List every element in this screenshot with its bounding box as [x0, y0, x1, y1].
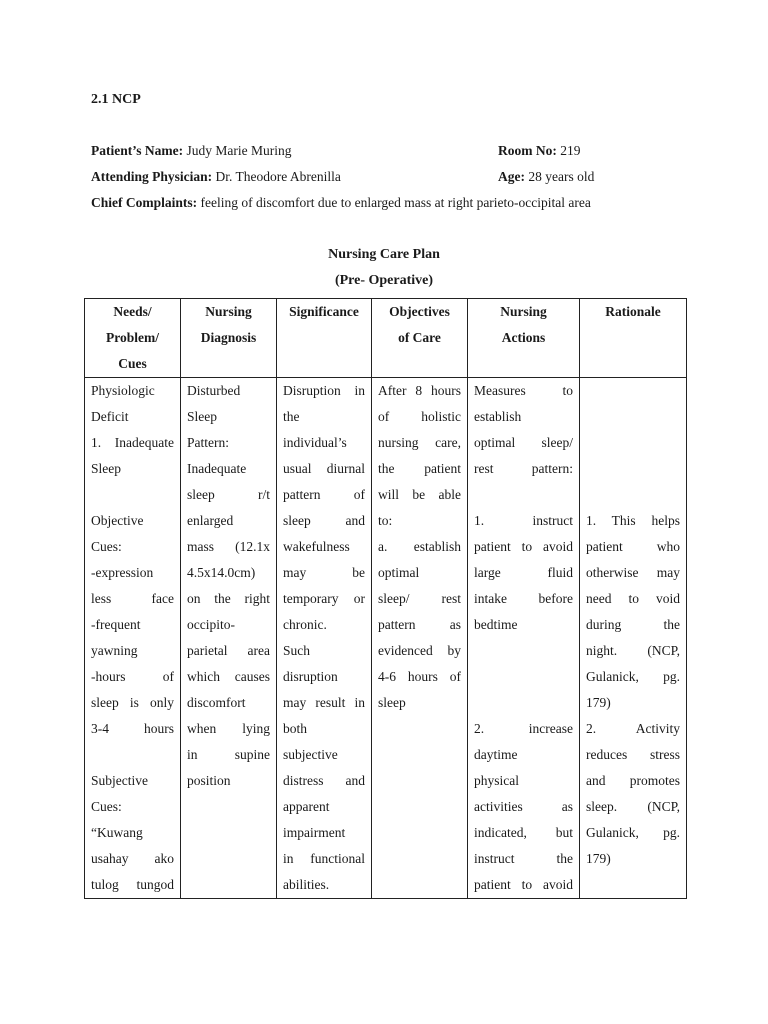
- cell-line: 2. Activity: [586, 721, 680, 736]
- cell-line: [586, 456, 680, 482]
- cell-line: -expression: [91, 565, 154, 580]
- cell-line: Disruption in: [283, 383, 365, 398]
- cell-line: both: [283, 721, 308, 736]
- table-row: [85, 378, 687, 899]
- cell-line: need to void: [586, 591, 680, 606]
- cell-diagnosis: [181, 378, 277, 899]
- cell-line: impairment: [283, 825, 346, 840]
- cell-line: Significance: [289, 304, 359, 319]
- cell-line: Objectives: [389, 304, 450, 319]
- cell-line: Actions: [501, 330, 546, 345]
- cell-line: which causes: [187, 669, 270, 684]
- cell-line: instruct the: [474, 851, 573, 866]
- cell-line: Subjective: [91, 773, 148, 788]
- cell-line: physical: [474, 773, 519, 788]
- cell-line: rest pattern:: [474, 461, 573, 476]
- cell-line: evidenced by: [378, 643, 461, 658]
- cell-line: temporary or: [283, 591, 365, 606]
- cell-line: optimal: [378, 565, 420, 580]
- cell-line: mass (12.1x: [187, 539, 270, 554]
- cell-line: Problem/: [106, 330, 159, 345]
- cell-line: [586, 404, 680, 430]
- cell-line: Diagnosis: [200, 330, 257, 345]
- cell-line: discomfort: [187, 695, 246, 710]
- cell-line: Cues:: [91, 799, 122, 814]
- cell-line: 1. Inadequate: [91, 435, 174, 450]
- cell-line: Such: [283, 643, 310, 658]
- cell-line: during the: [586, 617, 680, 632]
- cell-line: 2. increase: [474, 721, 573, 736]
- cell-line: the patient: [378, 461, 461, 476]
- cell-line: optimal sleep/: [474, 435, 573, 450]
- cell-line: “Kuwang: [91, 825, 143, 840]
- age-value: 28 years old: [525, 169, 595, 184]
- cell-line: Rationale: [605, 304, 661, 319]
- header-needs: [85, 299, 181, 378]
- cell-line: 179): [586, 695, 611, 710]
- cell-line: sleep and: [283, 513, 365, 528]
- cell-line: indicated, but: [474, 825, 573, 840]
- cell-line: [474, 482, 573, 508]
- cell-line: large fluid: [474, 565, 573, 580]
- cell-line: and promotes: [586, 773, 680, 788]
- cell-line: -frequent: [91, 617, 141, 632]
- physician-line: [91, 168, 341, 186]
- cell-line: [586, 482, 680, 508]
- table-header-row: [85, 299, 687, 378]
- section-heading: 2.1 NCP: [91, 92, 141, 107]
- physician-value: Dr. Theodore Abrenilla: [212, 169, 341, 184]
- chief-complaint-label: Chief Complaints:: [91, 195, 198, 210]
- cell-line: the: [283, 409, 300, 424]
- cell-line: sleep. (NCP,: [586, 799, 680, 814]
- cell-line: [586, 378, 680, 404]
- cell-line: Sleep: [91, 461, 121, 476]
- cell-line: pattern of: [283, 487, 365, 502]
- cell-line: to:: [378, 513, 393, 528]
- cell-line: 1. instruct: [474, 513, 573, 528]
- header-rationale: [580, 299, 687, 378]
- cell-line: when lying: [187, 721, 270, 736]
- cell-line: sleep: [378, 695, 406, 710]
- cell-needs: [85, 378, 181, 899]
- cell-line: will be able: [378, 487, 461, 502]
- cell-line: nursing care,: [378, 435, 461, 450]
- patient-name-label: Patient’s Name:: [91, 143, 184, 158]
- patient-name-value: Judy Marie Muring: [183, 143, 292, 158]
- cell-line: yawning: [91, 643, 138, 658]
- plan-subtitle: (Pre- Operative): [334, 273, 434, 288]
- physician-label: Attending Physician:: [91, 169, 213, 184]
- plan-title: Nursing Care Plan: [328, 247, 440, 262]
- cell-line: 1. This helps: [586, 513, 680, 528]
- header-diagnosis: [181, 299, 277, 378]
- cell-significance: [277, 378, 372, 899]
- cell-line: apparent: [283, 799, 330, 814]
- cell-line: a. establish: [378, 539, 461, 554]
- cell-line: Gulanick, pg.: [586, 825, 680, 840]
- cell-line: sleep/ rest: [378, 591, 461, 606]
- room-label: Room No:: [498, 143, 557, 158]
- cell-objectives: [372, 378, 468, 899]
- cell-line: [474, 638, 573, 664]
- cell-line: of holistic: [378, 409, 461, 424]
- cell-line: Physiologic: [91, 383, 155, 398]
- cell-line: [91, 742, 174, 768]
- cell-line: establish: [474, 409, 522, 424]
- cell-line: [91, 482, 174, 508]
- cell-line: less face: [91, 591, 174, 606]
- patient-name-line: [91, 142, 291, 160]
- cell-line: daytime: [474, 747, 518, 762]
- cell-line: enlarged: [187, 513, 234, 528]
- cell-line: Objective: [91, 513, 144, 528]
- cell-line: patient to avoid: [474, 877, 573, 892]
- cell-line: usual diurnal: [283, 461, 365, 476]
- cell-line: Nursing: [205, 304, 252, 319]
- cell-line: Inadequate: [187, 461, 247, 476]
- cell-line: in supine: [187, 747, 270, 762]
- cell-actions: [468, 378, 580, 899]
- cell-line: on the right: [187, 591, 270, 606]
- chief-complaint-value: feeling of discomfort due to enlarged mass at right parieto-occipital area: [197, 195, 591, 210]
- cell-line: chronic.: [283, 617, 327, 632]
- cell-line: tulog tungod: [91, 877, 174, 892]
- cell-line: patient who: [586, 539, 680, 554]
- cell-line: 4.5x14.0cm): [187, 565, 256, 580]
- cell-line: -hours of: [91, 669, 174, 684]
- cell-line: position: [187, 773, 231, 788]
- cell-line: [586, 430, 680, 456]
- cell-line: Deficit: [91, 409, 129, 424]
- age-line: [498, 168, 594, 186]
- cell-line: Disturbed: [187, 383, 241, 398]
- cell-line: 3-4 hours: [91, 721, 174, 736]
- cell-line: in functional: [283, 851, 365, 866]
- cell-line: may result in: [283, 695, 365, 710]
- cell-line: distress and: [283, 773, 365, 788]
- cell-line: sleep is only: [91, 695, 174, 710]
- cell-line: of Care: [398, 330, 441, 345]
- cell-line: Measures to: [474, 383, 573, 398]
- cell-line: activities as: [474, 799, 573, 814]
- cell-line: After 8 hours: [378, 383, 461, 398]
- cell-line: 4-6 hours of: [378, 669, 461, 684]
- cell-line: night. (NCP,: [586, 643, 680, 658]
- cell-line: usahay ako: [91, 851, 174, 866]
- room-value: 219: [556, 143, 581, 158]
- room-line: [498, 142, 581, 160]
- cell-line: occipito-: [187, 617, 235, 632]
- cell-line: individual’s: [283, 435, 347, 450]
- cell-line: subjective: [283, 747, 338, 762]
- header-significance: [277, 299, 372, 378]
- cell-line: patient to avoid: [474, 539, 573, 554]
- cell-line: abilities.: [283, 877, 330, 892]
- cell-line: Nursing: [500, 304, 547, 319]
- cell-line: Gulanick, pg.: [586, 669, 680, 684]
- cell-rationale: [580, 378, 687, 899]
- cell-line: [474, 664, 573, 690]
- cell-line: [474, 690, 573, 716]
- age-label: Age:: [498, 169, 525, 184]
- nursing-care-plan-table: [84, 298, 687, 899]
- cell-line: Cues: [118, 356, 147, 371]
- cell-line: Pattern:: [187, 435, 229, 450]
- cell-line: Needs/: [113, 304, 152, 319]
- cell-line: disruption: [283, 669, 338, 684]
- cell-line: Cues:: [91, 539, 122, 554]
- cell-line: sleep r/t: [187, 487, 270, 502]
- cell-line: reduces stress: [586, 747, 680, 762]
- cell-line: 179): [586, 851, 611, 866]
- cell-line: bedtime: [474, 617, 518, 632]
- cell-line: parietal area: [187, 643, 270, 658]
- cell-line: intake before: [474, 591, 573, 606]
- cell-line: wakefulness: [283, 539, 350, 554]
- header-objectives: [372, 299, 468, 378]
- cell-line: may be: [283, 565, 365, 580]
- cell-line: Sleep: [187, 409, 217, 424]
- header-actions: [468, 299, 580, 378]
- cell-line: otherwise may: [586, 565, 680, 580]
- chief-complaint-line: [91, 194, 591, 212]
- cell-line: pattern as: [378, 617, 461, 632]
